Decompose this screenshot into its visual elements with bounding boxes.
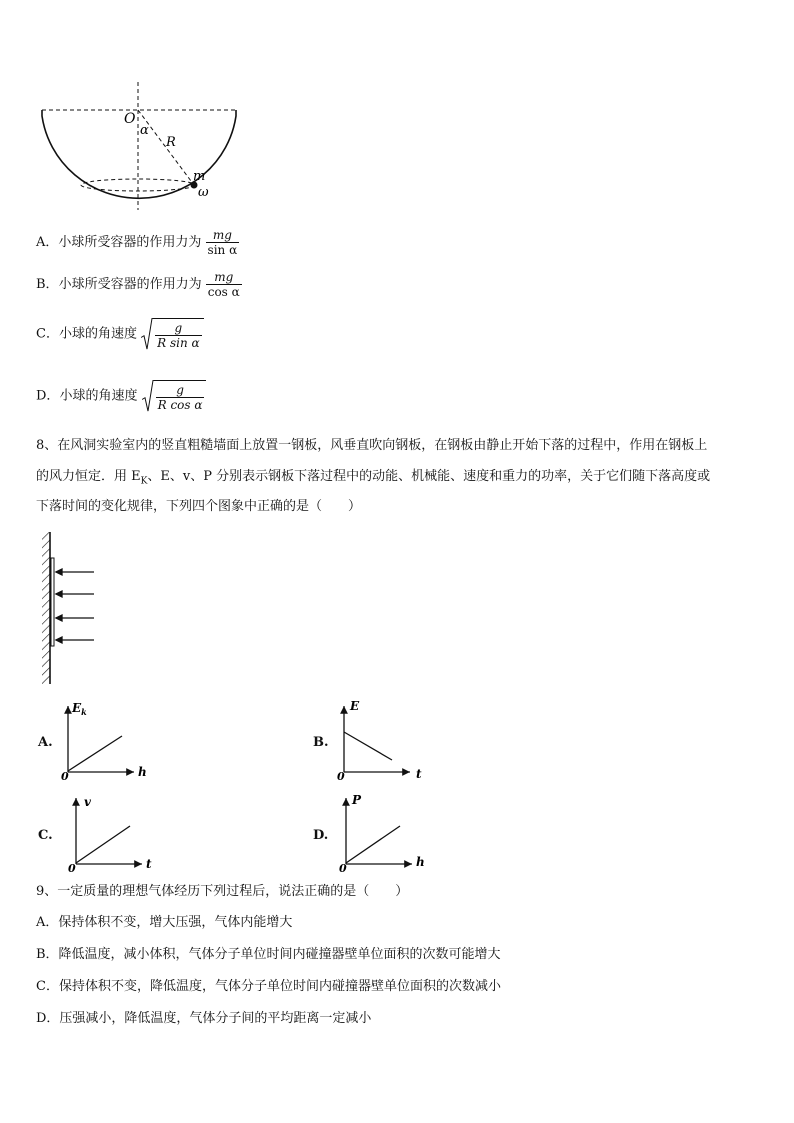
- sqrt-g-rcos: $\frac{g}{\text{R cos α}}$: [142, 380, 207, 412]
- sqrt-g-rsin: $\frac{g}{\text{R sin α}}$: [141, 318, 204, 350]
- svg-text:t: t: [146, 857, 152, 871]
- q8-stem-line3: 下落时间的变化规律，下列四个图象中正确的是（ ）: [36, 499, 362, 514]
- svg-text:0: 0: [337, 770, 345, 780]
- svg-text:0: 0: [68, 862, 76, 874]
- q7-option-d: D．小球的角速度 $\frac{g}{\text{R cos α}}$: [36, 380, 206, 412]
- q9-option-d: D．压强减小，降低温度，气体分子间的平均距离一定减小: [36, 1011, 372, 1026]
- svg-text:t: t: [416, 767, 422, 780]
- q7-option-a: A．小球所受容器的作用力为 $\frac{mg}{\text{sin α}}$: [36, 228, 238, 257]
- svg-text:0: 0: [339, 862, 347, 874]
- graph-b-line: [344, 732, 392, 760]
- q9-option-a: A．保持体积不变，增大压强，气体内能增大: [36, 915, 293, 930]
- label-m: m: [193, 169, 206, 184]
- graph-a: [58, 698, 158, 780]
- label-omega: ω: [198, 185, 209, 200]
- fraction-mg-sin: $\frac{mg}{\text{sin α}}$: [207, 228, 238, 257]
- q7-option-b: B．小球所受容器的作用力为 $\frac{mg}{\text{cos α}}$: [36, 270, 240, 299]
- q9-stem: 9、一定质量的理想气体经历下列过程后，说法正确的是（ ）: [36, 884, 409, 899]
- svg-text:P: P: [352, 793, 362, 807]
- bowl-diagram: [30, 78, 250, 218]
- graph-d: [334, 790, 434, 874]
- svg-text:h: h: [416, 855, 425, 869]
- graph-d-line: [346, 826, 400, 863]
- svg-text:Ek: $E_k$: [72, 701, 87, 717]
- svg-text:0: 0: [61, 770, 69, 780]
- wind-wall-diagram: [36, 528, 106, 688]
- q8-stem-line1: 8、在风洞实验室内的竖直粗糙墙面上放置一钢板，风垂直吹向钢板，在钢板由静止开始下落的过程中，作用在钢板上: [36, 438, 708, 453]
- q8-stem-line2: 的风力恒定．用 $E_K$、E、v、P 分别表示钢板下落过程中的动能、机械能、速度和重力的功率，关于它们随下落高度或: [36, 469, 711, 487]
- fraction-mg-cos: $\frac{mg}{\text{cos α}}$: [207, 270, 240, 299]
- graph-b: [334, 698, 434, 780]
- graph-c-line: [76, 826, 130, 863]
- q7-option-c: C．小球的角速度 $\frac{g}{\text{R sin α}}$: [36, 318, 204, 350]
- label-alpha: α: [140, 123, 149, 138]
- graph-a-line: [68, 736, 122, 771]
- graph-a-letter: A.: [38, 735, 53, 750]
- label-R: R: [166, 135, 176, 150]
- q9-option-b: B．降低温度，减小体积，气体分子单位时间内碰撞器壁单位面积的次数可能增大: [36, 947, 501, 962]
- graph-d-letter: D.: [313, 828, 329, 843]
- svg-text:E: E: [350, 699, 360, 713]
- graph-c-letter: C.: [38, 828, 53, 843]
- graph-c: [58, 790, 158, 874]
- graph-b-letter: B.: [313, 735, 329, 750]
- svg-text:v: v: [84, 795, 91, 809]
- label-O: O: [124, 111, 136, 127]
- svg-text:h: h: [138, 765, 147, 779]
- q9-option-c: C．保持体积不变，降低温度，气体分子单位时间内碰撞器壁单位面积的次数减小: [36, 979, 501, 994]
